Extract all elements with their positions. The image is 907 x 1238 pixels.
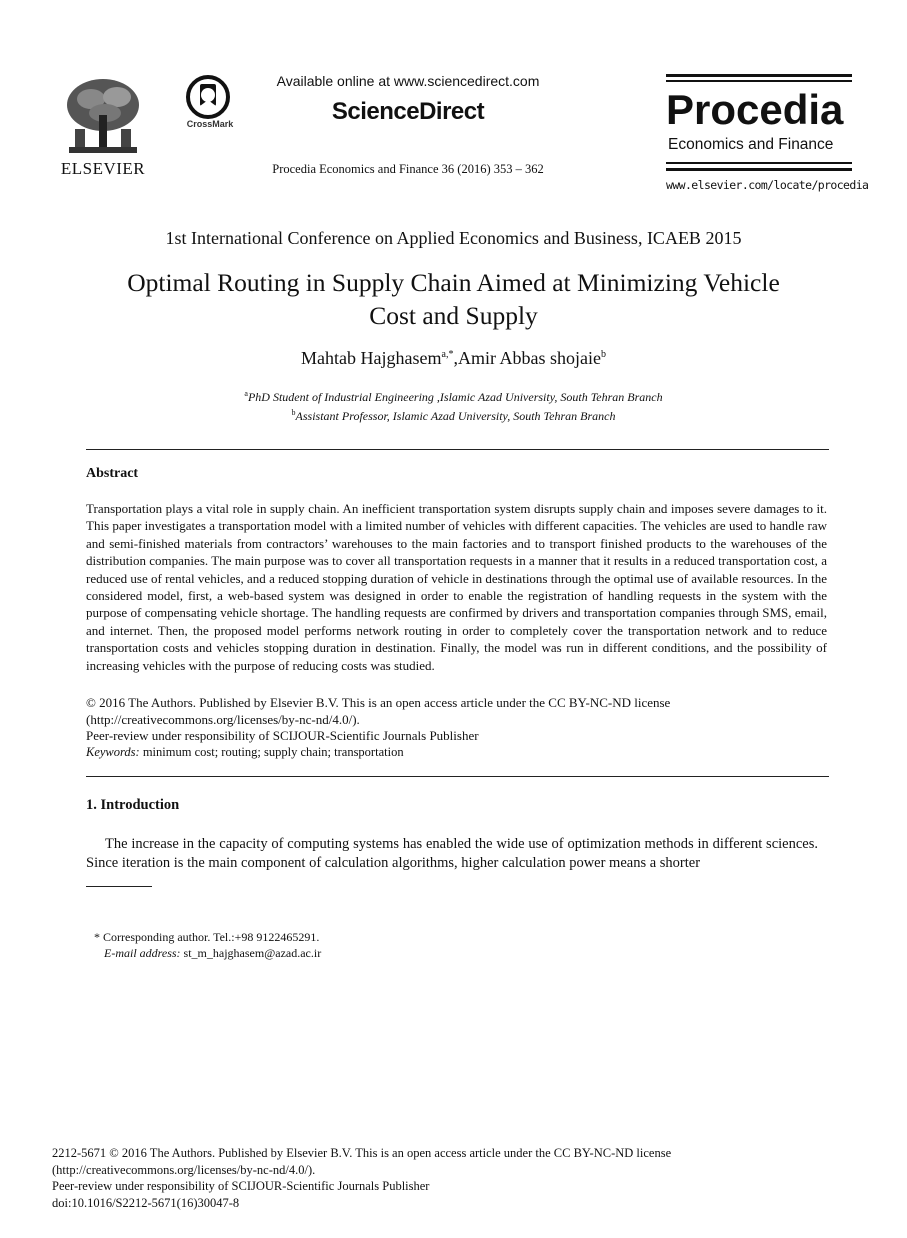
keywords-list: minimum cost; routing; supply chain; transportation	[139, 745, 404, 759]
elsevier-logo	[55, 75, 151, 178]
corresponding-author: * Corresponding author. Tel.:+98 9122465291.	[94, 930, 320, 944]
journal-reference: Procedia Economics and Finance 36 (2016) 353 – 362	[272, 162, 544, 176]
title-line: Optimal Routing in Supply Chain Aimed at Minimizing Vehicle	[127, 268, 780, 297]
masthead-rule	[666, 80, 852, 82]
masthead-rule	[666, 168, 852, 171]
affil-text: Assistant Professor, Islamic Azad University, South Tehran Branch	[295, 409, 616, 423]
issn-copyright: 2212-5671 © 2016 The Authors. Published by Elsevier B.V. This is an open access article under the CC BY-NC-ND license	[52, 1146, 672, 1160]
available-online-text: Available online at www.sciencedirect.com	[276, 73, 540, 89]
intro-body: The increase in the capacity of computing systems has enabled the wide use of optimization methods in different sciences. Since iteration is the main component of calculation algorithms, higher calculation power means a shorter	[86, 836, 818, 871]
license-text: © 2016 The Authors. Published by Elsevier B.V. This is an open access article under the CC BY-NC-ND license	[86, 695, 671, 710]
title-line: Cost and Supply	[369, 301, 538, 330]
sciencedirect-logo: ScienceDirect	[331, 98, 485, 125]
procedia-subtitle: Economics and Finance	[668, 136, 834, 153]
intro-heading: 1. Introduction	[86, 797, 180, 813]
procedia-title: Procedia	[666, 86, 844, 133]
license-link[interactable]: (http://creativecommons.org/licenses/by-nc-nd/4.0/).	[86, 712, 360, 727]
peer-review-note: Peer-review under responsibility of SCIJOUR-Scientific Journals Publisher	[86, 728, 479, 743]
author-name: Mahtab Hajghasem	[301, 348, 442, 368]
author-list	[40, 348, 867, 369]
paper-title	[80, 266, 827, 332]
author-separator: ,	[453, 348, 458, 368]
footnote-divider	[86, 886, 152, 887]
conference-name: 1st International Conference on Applied Economics and Business, ICAEB 2015	[165, 228, 742, 248]
abstract-heading: Abstract	[86, 466, 139, 481]
crossmark-icon	[186, 75, 230, 119]
email-line	[94, 945, 494, 961]
license-link[interactable]: (http://creativecommons.org/licenses/by-nc-nd/4.0/).	[52, 1162, 316, 1177]
crossmark-label: CrossMark	[186, 119, 234, 129]
procedia-url[interactable]: www.elsevier.com/locate/procedia	[666, 178, 869, 192]
footnote	[94, 929, 494, 961]
masthead-rule	[666, 162, 852, 164]
keywords	[86, 745, 827, 760]
email-address[interactable]: st_m_hajghasem@azad.ac.ir	[180, 946, 322, 960]
email-label: E-mail address:	[104, 946, 181, 960]
affiliations	[40, 386, 867, 424]
peer-review-note: Peer-review under responsibility of SCIJOUR-Scientific Journals Publisher	[52, 1179, 430, 1193]
affil-mark: a	[244, 389, 248, 398]
elsevier-tree-icon	[61, 75, 145, 161]
section-divider	[86, 776, 829, 777]
affiliation	[40, 386, 867, 405]
bottom-copyright	[52, 1145, 812, 1211]
section-divider	[86, 449, 829, 450]
keywords-label: Keywords:	[86, 745, 140, 759]
author-affil-mark: a,*	[441, 349, 454, 360]
procedia-masthead	[666, 74, 869, 194]
affiliation	[40, 405, 867, 424]
abstract-body: Transportation plays a vital role in supply chain. An inefficient transportation system disrupts supply chain and imposes severe damages to it. This paper investigates a transportation model with a limited number of vehicles with different capacities. The vehicles are used to handle raw and semi-finished materials from contractors’ warehouses to the main factories and to transport finished products to the warehouses of the distribution companies. The main purpose was to cover all transportation requests in a manner that it results in a reduced transportation cost, a reduced use of rental vehicles, and a reduced stopping duration of vehicle in destinations through the optimal use of available resources. In the considered model, first, a web-based system was designed in order to enable the registration of handling requests in the system with the purpose of compensating vehicle shortage. The handling requests are confirmed by drivers and transportation companies through SMS, email, and internet. Then, the proposed model performs network routing in order to completely cover the transportation network and to reduce transportation costs and vehicles stopping duration in destination. Finally, the model was run in different conditions, and the possibility of increasing vehicles with the purpose of reducing costs was studied.	[86, 501, 827, 673]
masthead-rule	[666, 74, 852, 77]
author-affil-mark: b	[600, 349, 606, 360]
license-statement	[86, 694, 827, 728]
doi[interactable]: doi:10.1016/S2212-5671(16)30047-8	[52, 1195, 240, 1210]
author-name: Amir Abbas shojaie	[457, 348, 601, 368]
affil-mark: b	[291, 408, 296, 417]
affil-text: PhD Student of Industrial Engineering ,Islamic Azad University, South Tehran Branch	[247, 390, 663, 404]
elsevier-wordmark: ELSEVIER	[60, 159, 146, 178]
